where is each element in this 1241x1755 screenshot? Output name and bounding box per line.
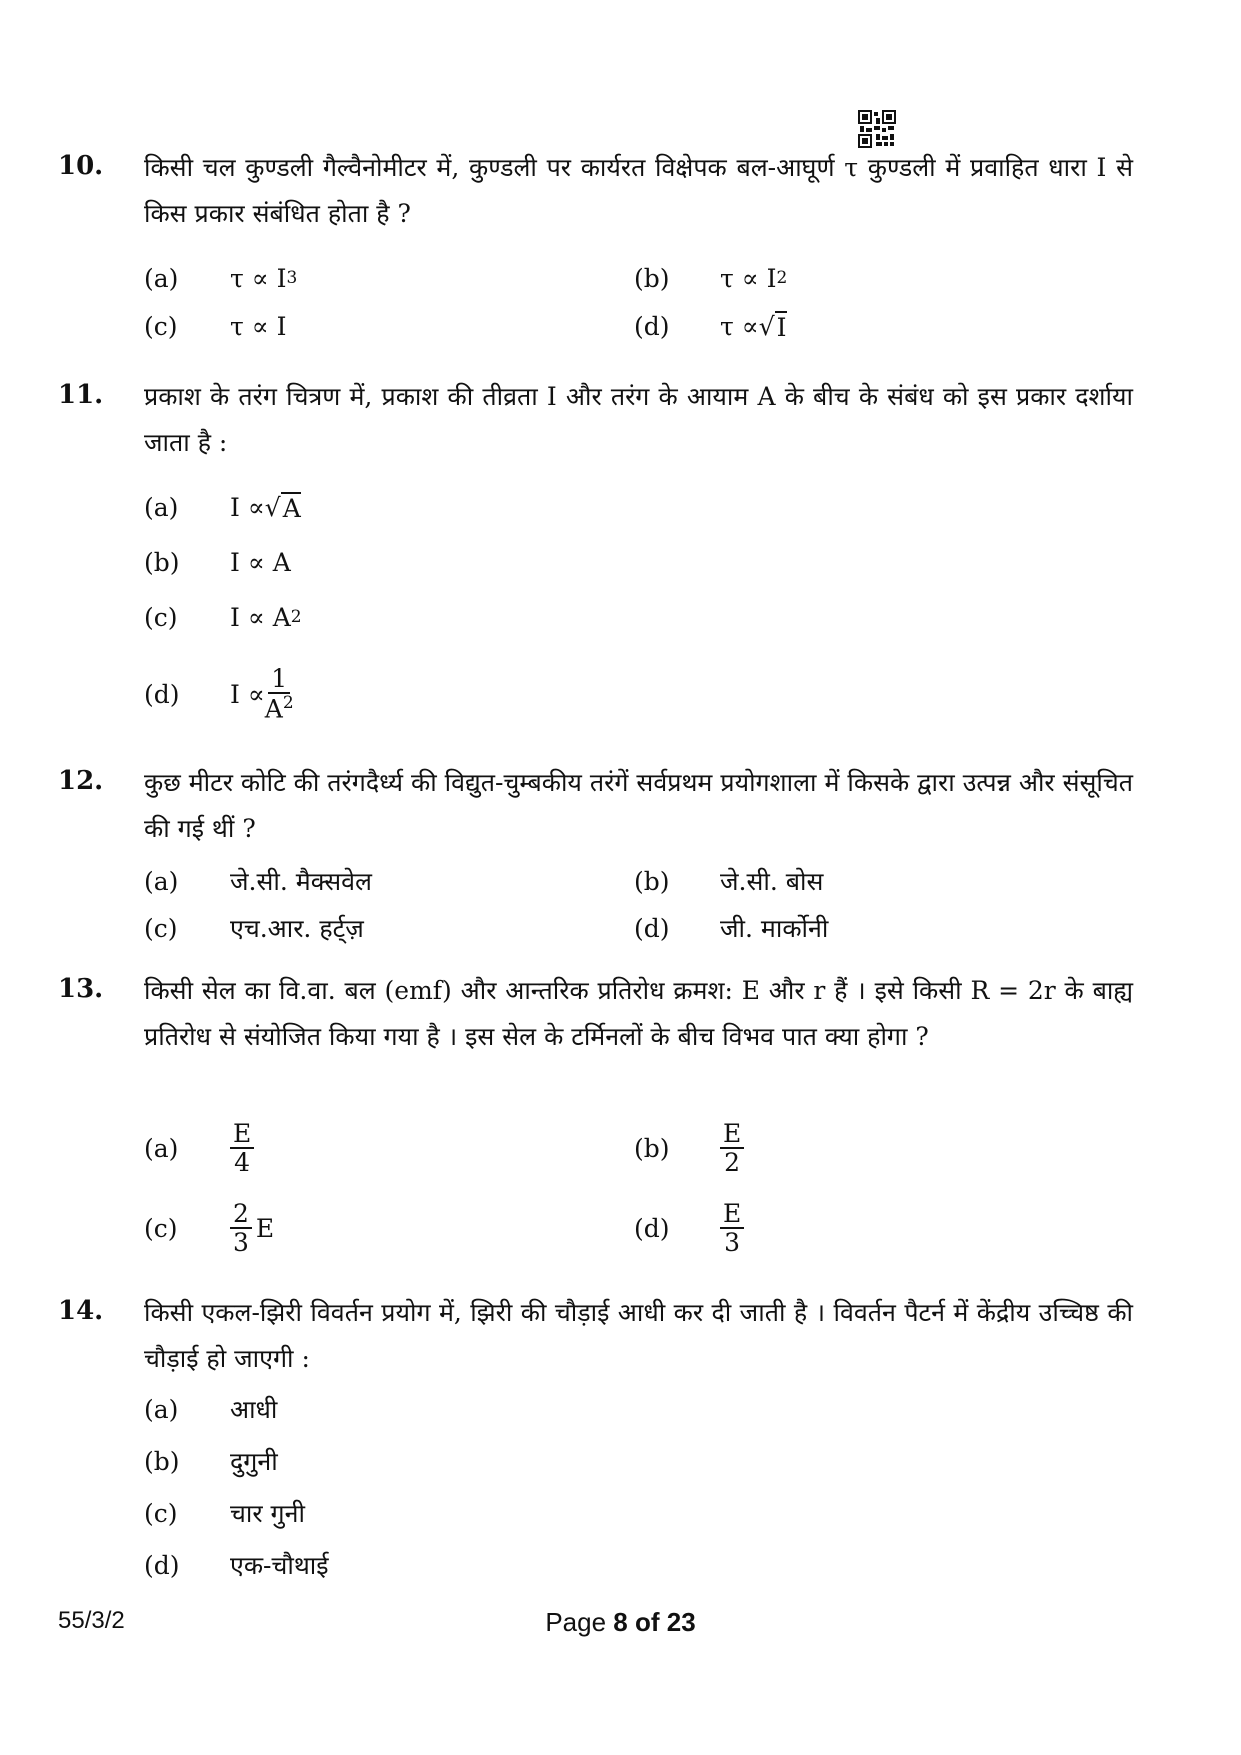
- option-formula: τ ∝ I: [230, 311, 287, 341]
- option-a: [144, 484, 301, 530]
- option-suffix: E: [255, 1213, 275, 1243]
- option-label: (c): [144, 602, 178, 632]
- option-exponent: 2: [290, 607, 302, 627]
- fraction-denominator: 2: [724, 1148, 741, 1177]
- fraction-denominator: [265, 694, 294, 723]
- option-b: [634, 255, 787, 301]
- question-13: [58, 968, 1133, 1257]
- option-label: (d): [634, 913, 670, 943]
- option-label: (a): [144, 1394, 179, 1424]
- option-b: [144, 1438, 278, 1484]
- option-text: जे.सी. मैक्सवेल: [230, 867, 372, 896]
- fraction: [265, 665, 294, 723]
- fraction-numerator: 2: [230, 1200, 252, 1230]
- qr-code-icon: [858, 110, 896, 148]
- option-label: (c): [144, 913, 178, 943]
- question-text: कुछ मीटर कोटि की तरंगदैर्ध्य की विद्युत-चुम्बकीय तरंगें सर्वप्रथम प्रयोगशाला में किसके द्वारा उत्पन्न और संसूचित की गई थीं ?: [144, 768, 1133, 843]
- question-12: [58, 760, 1133, 943]
- option-text: जे.सी. बोस: [720, 867, 824, 896]
- page-total: 23: [666, 1607, 696, 1637]
- option-formula: I ∝: [230, 679, 265, 709]
- option-label: (a): [144, 263, 179, 293]
- sqrt-radicand: I: [776, 312, 787, 342]
- question-14: [58, 1290, 1133, 1580]
- option-label: (b): [634, 1133, 670, 1163]
- fraction: [230, 1200, 252, 1257]
- option-formula: τ ∝ I: [720, 263, 777, 293]
- option-formula: τ ∝ I: [230, 263, 287, 293]
- option-exponent: 3: [286, 268, 298, 288]
- fraction-numerator: 1: [268, 665, 290, 695]
- page-prefix: Page: [545, 1607, 614, 1637]
- option-label: (d): [634, 311, 670, 341]
- option-label: (c): [144, 1213, 178, 1243]
- fraction-denominator: 3: [233, 1228, 249, 1257]
- denominator-base: A: [264, 694, 283, 724]
- option-label: (b): [634, 866, 670, 896]
- option-label: (a): [144, 1133, 179, 1163]
- fraction: [720, 1200, 744, 1257]
- page-number: [0, 1607, 1241, 1638]
- option-exponent: 2: [776, 268, 788, 288]
- sqrt-radicand: A: [282, 493, 301, 523]
- question-text: प्रकाश के तरंग चित्रण में, प्रकाश की तीव्रता I और तरंग के आयाम A के बीच के संबंध को इस प्रकार दर्शाया जाता है :: [144, 382, 1133, 457]
- option-text: जी. मार्कोनी: [720, 914, 829, 943]
- question-text: किसी एकल-झिरी विवर्तन प्रयोग में, झिरी की चौड़ाई आधी कर दी जाती है । विवर्तन पैटर्न में केंद्रीय उच्चिष्ठ की चौड़ाई हो जाएगी :: [144, 1298, 1133, 1373]
- option-b: [144, 539, 291, 585]
- option-label: (b): [144, 1446, 180, 1476]
- sqrt-symbol: √: [758, 311, 775, 341]
- option-label: (a): [144, 866, 179, 896]
- option-a: [144, 1386, 277, 1432]
- option-c: [144, 303, 287, 349]
- fraction-numerator: E: [720, 1200, 744, 1230]
- question-number: 13.: [58, 974, 104, 1004]
- question-number: 10.: [58, 151, 104, 181]
- option-d: [144, 664, 294, 724]
- option-text: एच.आर. हर्ट्ज़: [230, 914, 364, 943]
- option-label: (d): [144, 679, 180, 709]
- page-of: of: [627, 1607, 667, 1637]
- option-label: (c): [144, 311, 178, 341]
- option-c: [144, 905, 364, 951]
- option-d: [634, 303, 787, 349]
- option-label: (b): [634, 263, 670, 293]
- denominator-exponent: 2: [282, 693, 294, 714]
- question-number: 12.: [58, 766, 104, 796]
- option-a: [144, 1113, 254, 1183]
- option-label: (b): [144, 547, 180, 577]
- option-d: [634, 905, 828, 951]
- option-text: एक-चौथाई: [230, 1551, 329, 1580]
- sqrt-symbol: √: [264, 492, 281, 522]
- fraction-denominator: 4: [234, 1148, 251, 1177]
- option-formula: I ∝: [230, 492, 265, 522]
- fraction: [720, 1120, 744, 1177]
- option-label: (a): [144, 492, 179, 522]
- fraction-numerator: E: [720, 1120, 744, 1150]
- option-d: [634, 1193, 744, 1263]
- question-number: 11.: [58, 380, 104, 410]
- fraction-numerator: E: [230, 1120, 254, 1150]
- paper-code: 55/3/2: [58, 1607, 125, 1634]
- option-b: [634, 1113, 744, 1183]
- option-label: (c): [144, 1498, 178, 1528]
- option-text: आधी: [230, 1395, 278, 1424]
- question-11: [58, 374, 1133, 724]
- option-formula: I ∝ A: [230, 547, 291, 577]
- option-text: चार गुनी: [230, 1499, 305, 1528]
- option-a: [144, 858, 372, 904]
- fraction-denominator: 3: [724, 1228, 741, 1257]
- question-text: किसी चल कुण्डली गैल्वैनोमीटर में, कुण्डली पर कार्यरत विक्षेपक बल-आघूर्ण τ कुण्डली में प्रवाहित धारा I से किस प्रकार संबंधित होता है ?: [144, 153, 1133, 228]
- option-a: [144, 255, 297, 301]
- question-text: किसी सेल का वि.वा. बल (emf) और आन्तरिक प्रतिरोध क्रमश: E और r हैं । इसे किसी R = 2r के बाह्य प्रतिरोध से संयोजित किया गया है । इस सेल के टर्मिनलों के बीच विभव पात क्या होगा ?: [144, 976, 1133, 1051]
- question-10: [58, 145, 1133, 342]
- option-c: [144, 594, 302, 640]
- option-c: [144, 1193, 274, 1263]
- option-formula: τ ∝: [720, 311, 759, 341]
- option-label: (d): [144, 1550, 180, 1580]
- option-c: [144, 1490, 305, 1536]
- option-text: दुगुनी: [230, 1447, 278, 1476]
- fraction: [230, 1120, 254, 1177]
- option-label: (d): [634, 1213, 670, 1243]
- option-b: [634, 858, 823, 904]
- option-formula: I ∝ A: [230, 602, 291, 632]
- page-current: 8: [613, 1607, 628, 1637]
- question-number: 14.: [58, 1296, 104, 1326]
- option-d: [144, 1542, 329, 1588]
